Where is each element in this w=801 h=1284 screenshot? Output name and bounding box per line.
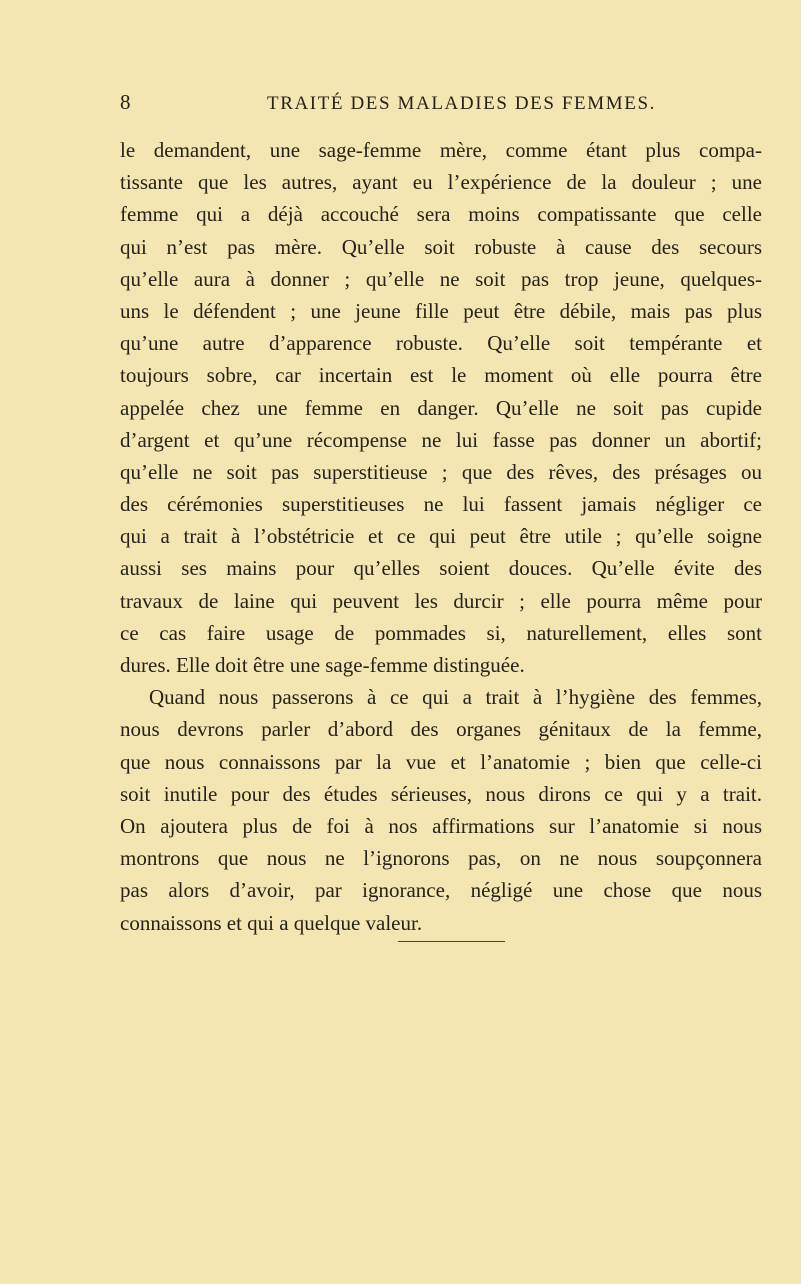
text-line: d’argent et qu’une récompense ne lui fasse pas donner un abortif; <box>120 427 762 452</box>
text-line: des cérémonies superstitieuses ne lui fassent jamais négliger ce <box>120 492 762 517</box>
text-line: travaux de laine qui peuvent les durcir ; elle pourra même pour <box>120 588 762 613</box>
page-number: 8 <box>120 90 131 114</box>
body-text <box>120 134 762 939</box>
text-line: le demandent, une sage-femme mère, comme étant plus compa- <box>120 138 762 162</box>
running-title: TRAITÉ DES MALADIES DES FEMMES. <box>267 93 656 114</box>
text-line: aussi ses mains pour qu’elles soient douces. Qu’elle évite des <box>120 556 762 581</box>
text-line: que nous connaissons par la vue et l’anatomie ; bien que celle-ci <box>120 749 762 774</box>
paragraph-end-line: connaissons et qui a quelque valeur. <box>120 910 423 935</box>
text-line: tissante que les autres, ayant eu l’expérience de la douleur ; une <box>120 170 762 195</box>
page-header <box>120 84 760 120</box>
text-line: soit inutile pour des études sérieuses, nous dirons ce qui y a trait. <box>120 781 762 806</box>
text-line: femme qui a déjà accouché sera moins compatissante que celle <box>120 202 762 227</box>
text-line: pas alors d’avoir, par ignorance, négligé une chose que nous <box>120 878 762 903</box>
text-line: qui n’est pas mère. Qu’elle soit robuste à cause des secours <box>120 234 762 259</box>
text-line: ce cas faire usage de pommades si, naturellement, elles sont <box>120 620 762 645</box>
text-line: appelée chez une femme en danger. Qu’elle ne soit pas cupide <box>120 395 762 420</box>
text-line: qui a trait à l’obstétricie et ce qui peut être utile ; qu’elle soigne <box>120 524 762 549</box>
paragraph-start-line: Quand nous passerons à ce qui a trait à l’hygiène des femmes, <box>149 685 762 710</box>
text-line: toujours sobre, car incertain est le moment où elle pourra être <box>120 363 762 388</box>
text-line: montrons que nous ne l’ignorons pas, on ne nous soupçonnera <box>120 846 762 871</box>
text-line: nous devrons parler d’abord des organes génitaux de la femme, <box>120 717 762 742</box>
section-end-rule <box>398 941 505 942</box>
text-line: qu’elle aura à donner ; qu’elle ne soit pas trop jeune, quelques- <box>120 266 762 291</box>
paragraph-end-line: dures. Elle doit être une sage-femme distinguée. <box>120 653 525 677</box>
text-line: qu’une autre d’apparence robuste. Qu’elle soit tempérante et <box>120 331 762 356</box>
text-line: qu’elle ne soit pas superstitieuse ; que des rêves, des présages ou <box>120 459 762 484</box>
text-line: On ajoutera plus de foi à nos affirmations sur l’anatomie si nous <box>120 813 762 838</box>
text-line: uns le défendent ; une jeune fille peut être débile, mais pas plus <box>120 298 762 323</box>
